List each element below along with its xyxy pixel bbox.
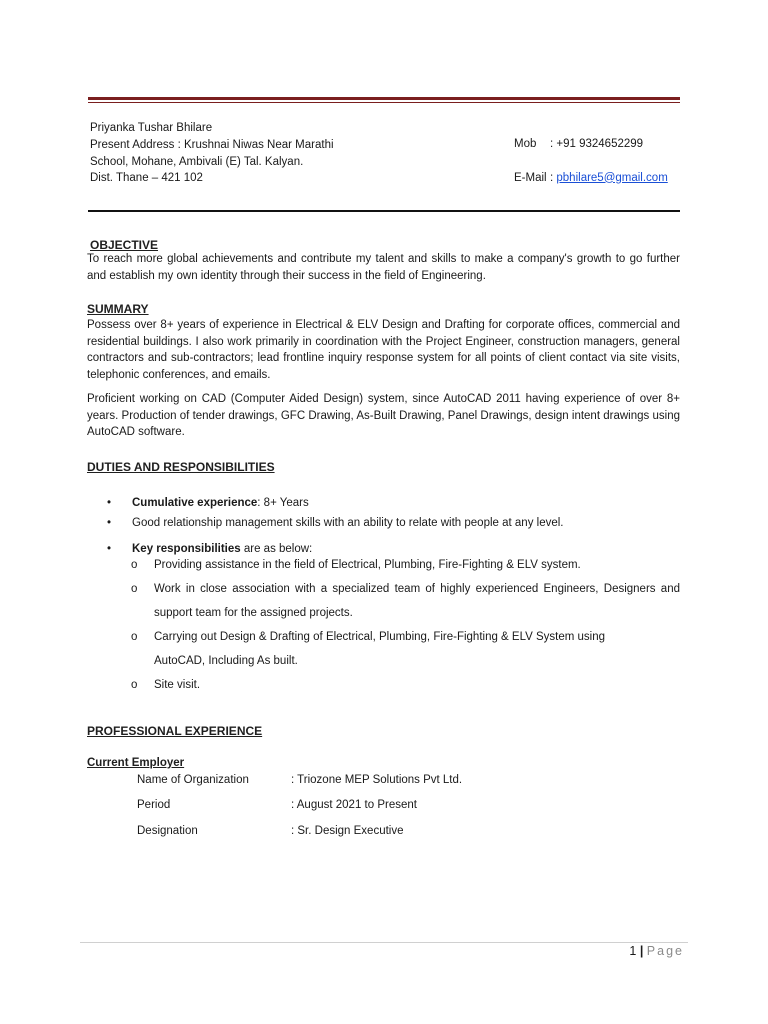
mobile-value: : +91 9324652299 — [550, 138, 644, 150]
address-line-2: School, Mohane, Ambivali (E) Tal. Kalyan. — [90, 155, 304, 168]
bullet-icon: • — [107, 517, 112, 529]
list-item — [87, 625, 680, 673]
mobile-row — [514, 136, 668, 153]
mobile-label: Mob — [514, 138, 537, 150]
summary-paragraph-1: Possess over 8+ years of experience in Electrical & ELV Design and Drafting for corporate offices, commercial and residential buildings. I also work primarily in coordination with the Project Engineer, construction managers, general contractors and sub-contractors; lead frontline inquiry response system for all points of client contact via site visits, telephonic conferences, and emails. — [87, 319, 680, 381]
designation-row — [137, 825, 404, 837]
responsibility-item-3: Carrying out Design & Drafting of Electrical, Plumbing, Fire-Fighting & ELV System using AutoCAD, Including As built. — [154, 631, 606, 667]
email-separator: : — [550, 171, 557, 184]
circle-bullet-icon: o — [131, 679, 138, 691]
responsibility-item-2: Work in close association with a specialized team of highly experienced Engineers, Designers and support team for the assigned projects. — [154, 583, 680, 619]
header-top-rule-thin — [88, 102, 680, 103]
page-footer — [629, 944, 684, 958]
email-row — [514, 170, 668, 187]
duties-section — [87, 460, 680, 474]
period-value: : August 2021 to Present — [291, 799, 417, 811]
list-item — [87, 515, 680, 531]
responsibility-sublist — [87, 553, 680, 697]
list-item — [87, 553, 680, 577]
circle-bullet-icon: o — [131, 583, 138, 595]
designation-label: Designation — [137, 825, 198, 837]
objective-heading: OBJECTIVE — [90, 238, 159, 252]
objective-section — [87, 238, 680, 284]
email-link[interactable]: pbhilare5@gmail.com — [556, 171, 668, 184]
responsibility-item-4: Site visit. — [154, 679, 201, 691]
summary-heading: SUMMARY — [87, 302, 149, 316]
header-top-rule — [88, 97, 680, 100]
summary-section — [87, 302, 680, 441]
contact-details-block — [514, 136, 668, 186]
responsibility-item-1: Providing assistance in the field of Electrical, Plumbing, Fire-Fighting & ELV system. — [154, 559, 581, 571]
contact-address-block — [90, 120, 334, 187]
current-employer-heading: Current Employer — [87, 757, 185, 769]
circle-bullet-icon: o — [131, 559, 138, 571]
period-label: Period — [137, 799, 171, 811]
cumulative-experience-value: : 8+ Years — [257, 497, 309, 509]
email-label: E-Mail — [514, 171, 547, 184]
summary-paragraph-2: Proficient working on CAD (Computer Aided Design) system, since AutoCAD 2011 having experience of over 8+ years. Production of tender drawings, GFC Drawing, As-Built Drawing, Panel Drawings, design intent drawings using AutoCAD software. — [87, 393, 680, 438]
address-line-3: Dist. Thane – 421 102 — [90, 172, 203, 185]
designation-value: : Sr. Design Executive — [291, 825, 404, 837]
header-bottom-rule — [88, 210, 680, 212]
experience-section — [87, 724, 680, 738]
bullet-icon: • — [107, 497, 112, 509]
address-line-1: Present Address : Krushnai Niwas Near Marathi — [90, 138, 334, 151]
relationship-skills-text: Good relationship management skills with an ability to relate with people at any level. — [132, 517, 564, 529]
list-item — [87, 673, 680, 697]
circle-bullet-icon: o — [131, 631, 138, 643]
organization-label: Name of Organization — [137, 774, 249, 786]
period-row — [137, 799, 417, 811]
list-item — [87, 577, 680, 625]
experience-heading: PROFESSIONAL EXPERIENCE — [87, 724, 263, 738]
page-separator: | — [636, 944, 647, 958]
key-responsibilities-rest: are as below: — [240, 543, 313, 555]
key-responsibilities-label: Key responsibilities — [132, 543, 241, 555]
organization-row — [137, 774, 462, 786]
list-item — [87, 495, 680, 511]
candidate-name: Priyanka Tushar Bhilare — [90, 122, 213, 134]
cumulative-experience-label: Cumulative experience — [132, 497, 258, 509]
organization-value: : Triozone MEP Solutions Pvt Ltd. — [291, 774, 463, 786]
bullet-icon: • — [107, 543, 112, 555]
page-label: Page — [646, 944, 684, 958]
objective-text: To reach more global achievements and contribute my talent and skills to make a company's growth to go further and establish my own identity through their success in the field of Engineering. — [87, 253, 680, 282]
page-number: 1 — [629, 944, 637, 958]
footer-rule — [80, 942, 688, 943]
current-employer-block — [87, 757, 680, 769]
duties-list — [87, 495, 680, 557]
duties-heading: DUTIES AND RESPONSIBILITIES — [87, 460, 275, 474]
